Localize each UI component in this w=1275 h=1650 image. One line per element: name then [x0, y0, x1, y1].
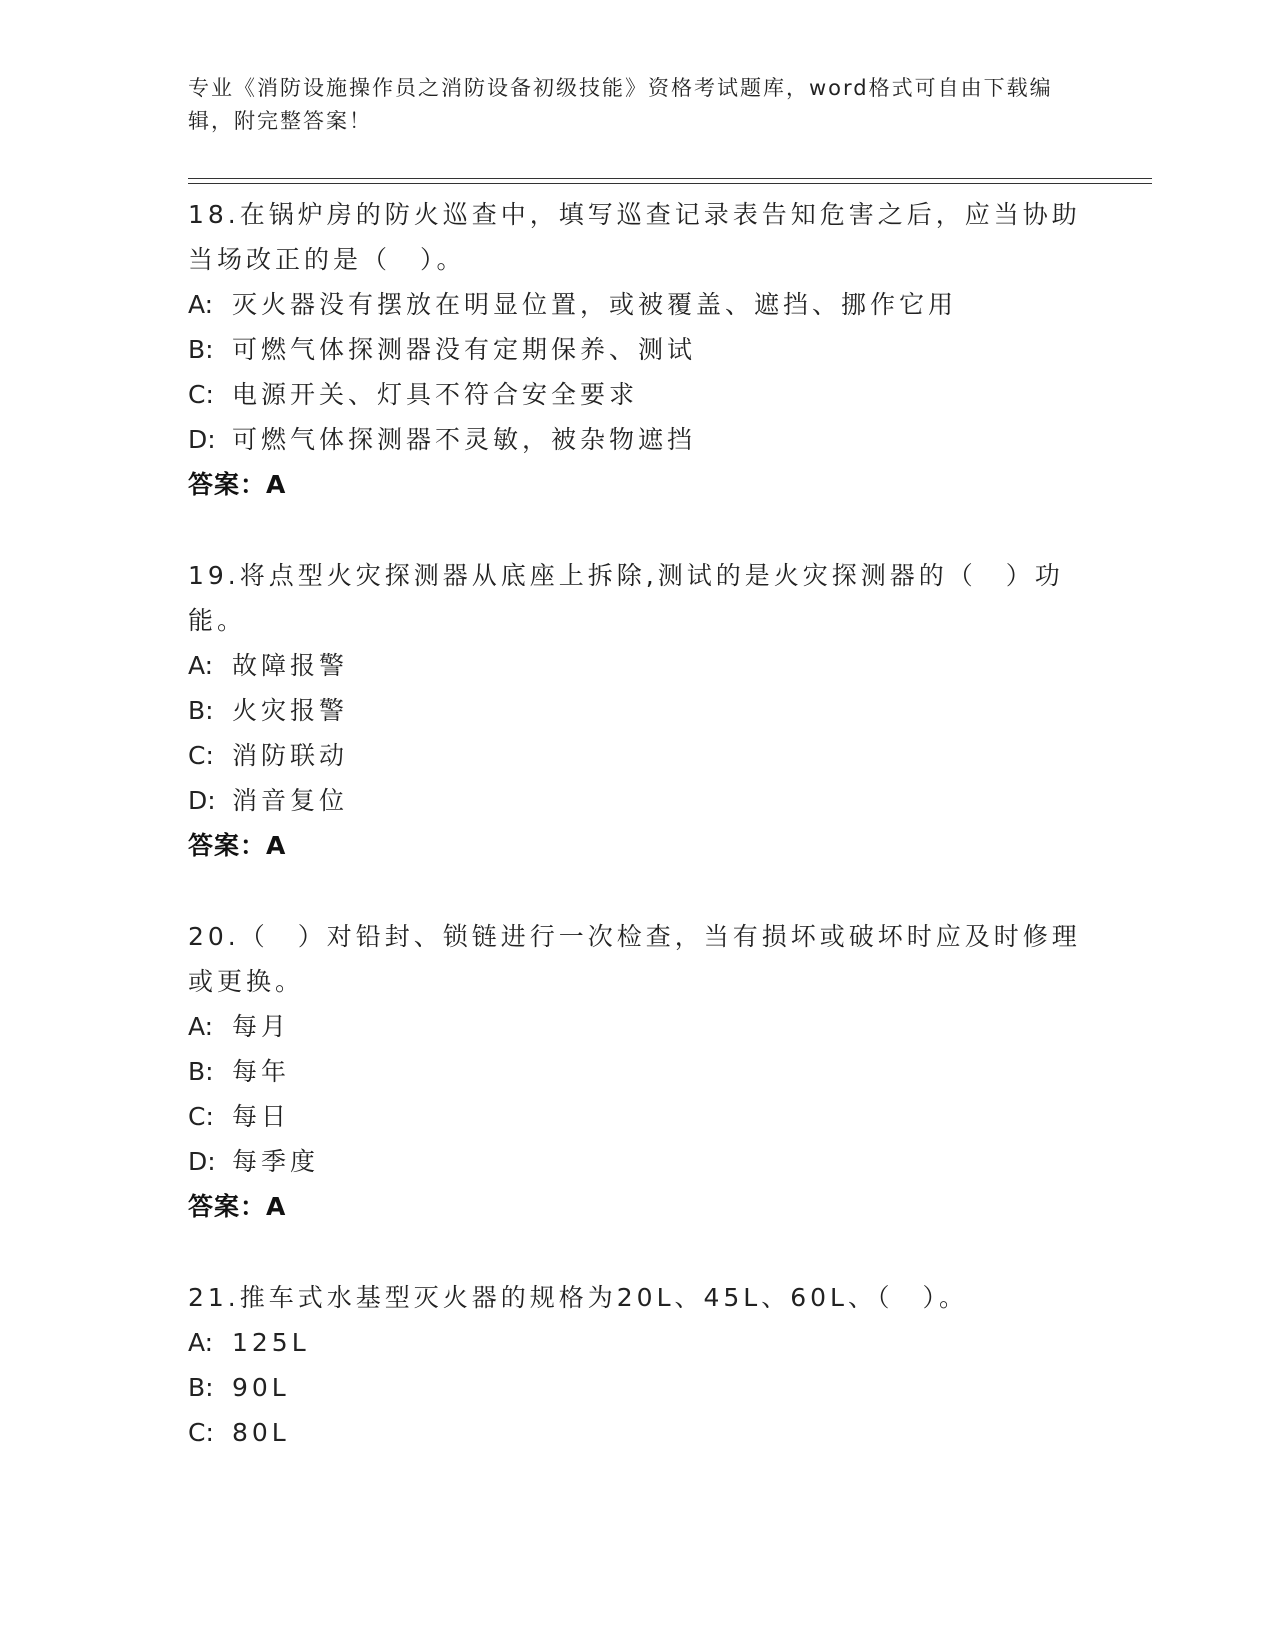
question-19: [188, 553, 1088, 868]
answer-line: 答案：A: [188, 1192, 287, 1221]
header-divider-bottom: [188, 183, 1152, 184]
option-b: [188, 327, 1088, 372]
document-intro: 专业《消防设施操作员之消防设备初级技能》资格考试题库，word格式可自由下载编辑，附完整答案！: [188, 76, 1053, 133]
option-text: 90L: [232, 1373, 290, 1402]
option-letter: D:: [188, 425, 216, 454]
option-d: [188, 417, 1088, 462]
option-letter: C:: [188, 741, 214, 770]
option-c: [188, 1410, 1088, 1455]
option-text: 80L: [232, 1418, 290, 1447]
question-list: [188, 188, 1088, 1455]
option-text: 灭火器没有摆放在明显位置，或被覆盖、遮挡、挪作它用: [232, 290, 958, 319]
answer-line: 答案：A: [188, 831, 287, 860]
option-text: 故障报警: [232, 651, 349, 680]
option-letter: C:: [188, 380, 214, 409]
option-letter: C:: [188, 1102, 214, 1131]
question-stem: 20.（ ）对铅封、锁链进行一次检查，当有损坏或破坏时应及时修理或更换。: [188, 922, 1081, 996]
option-letter: B:: [188, 696, 214, 725]
option-text: 每年: [232, 1057, 291, 1086]
option-text: 125L: [232, 1328, 310, 1357]
option-a: [188, 1320, 1088, 1365]
option-b: [188, 1049, 1088, 1094]
option-letter: C:: [188, 1418, 214, 1447]
option-b: [188, 1365, 1088, 1410]
option-c: [188, 1094, 1088, 1139]
option-text: 火灾报警: [232, 696, 349, 725]
option-a: [188, 282, 1088, 327]
option-d: [188, 1139, 1088, 1184]
question-stem: 19.将点型火灾探测器从底座上拆除,测试的是火灾探测器的（ ）功能。: [188, 561, 1064, 635]
question-stem: 21.推车式水基型灭火器的规格为20L、45L、60L、（ ）。: [188, 1283, 968, 1312]
option-c: [188, 733, 1088, 778]
option-letter: A:: [188, 1328, 214, 1357]
question-21: [188, 1275, 1088, 1455]
question-18: [188, 192, 1088, 507]
option-letter: A:: [188, 1012, 214, 1041]
option-text: 电源开关、灯具不符合安全要求: [232, 380, 639, 409]
option-a: [188, 643, 1088, 688]
option-letter: D:: [188, 1147, 216, 1176]
option-text: 每日: [232, 1102, 291, 1131]
option-a: [188, 1004, 1088, 1049]
option-letter: B:: [188, 1057, 214, 1086]
option-letter: A:: [188, 290, 214, 319]
answer-line: 答案：A: [188, 470, 287, 499]
option-text: 消音复位: [232, 786, 349, 815]
option-letter: A:: [188, 651, 214, 680]
option-text: 可燃气体探测器没有定期保养、测试: [232, 335, 697, 364]
option-text: 每月: [232, 1012, 291, 1041]
question-stem: 18.在锅炉房的防火巡查中，填写巡查记录表告知危害之后，应当协助当场改正的是（ ）。: [188, 200, 1081, 274]
option-letter: D:: [188, 786, 216, 815]
option-letter: B:: [188, 1373, 214, 1402]
question-20: [188, 914, 1088, 1229]
option-d: [188, 778, 1088, 823]
option-b: [188, 688, 1088, 733]
option-c: [188, 372, 1088, 417]
option-letter: B:: [188, 335, 214, 364]
option-text: 可燃气体探测器不灵敏，被杂物遮挡: [232, 425, 697, 454]
header-divider-top: [188, 178, 1152, 179]
option-text: 消防联动: [232, 741, 349, 770]
option-text: 每季度: [232, 1147, 320, 1176]
